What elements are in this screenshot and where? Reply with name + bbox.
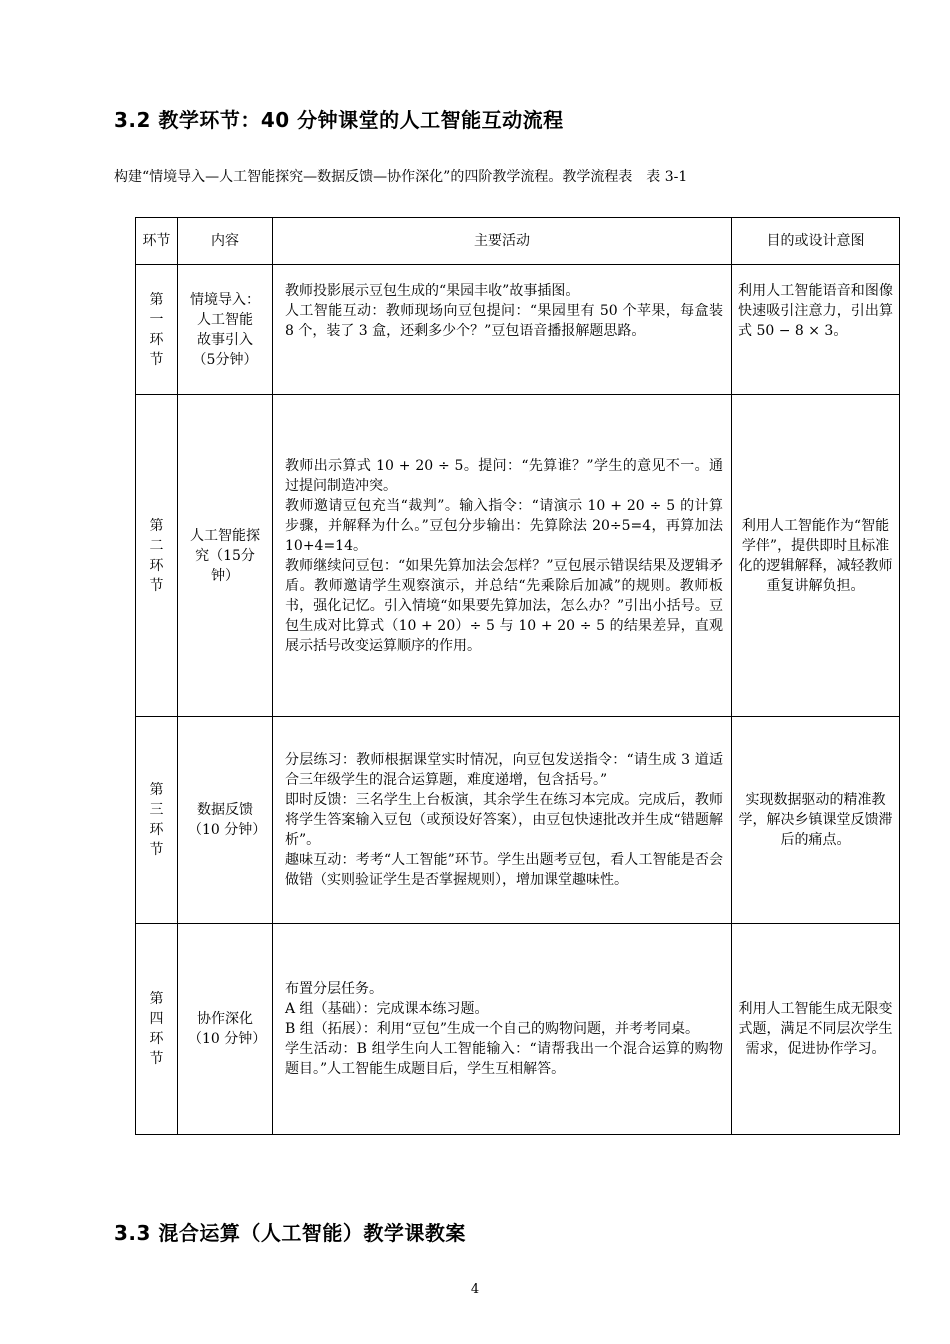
activity-line: B 组（拓展）：利用“豆包”生成一个自己的购物问题，并考考同桌。: [285, 1021, 700, 1037]
activities-cell: [273, 717, 732, 924]
activity-line: 教师继续问豆包：“如果先算加法会怎样？”豆包展示错误结果及逻辑矛盾。教师邀请学生观察演示，并总结“先乘除后加减”的规则。教师板书，强化记忆。引入情境“如果要先算加法，怎么办？”引出小括号。豆包生成对比算式（10 + 20）÷ 5 与 10 + 20 ÷ 5 的结果差异，直观展示括号改变运算顺序的作用。: [285, 557, 723, 654]
purpose-cell: 利用人工智能作为“智能学伴”，提供即时且标准化的逻辑解释，减轻教师重复讲解负担。: [732, 395, 900, 717]
activity-line: 趣味互动：考考“人工智能”环节。学生出题考豆包，看人工智能是否会做错（实则验证学生是否掌握规则），增加课堂趣味性。: [285, 852, 723, 888]
section-heading-3-3: 3.3 混合运算（人工智能）教学课教案: [114, 1221, 466, 1245]
activities-cell: [273, 924, 732, 1135]
content-cell: 数据反馈（10 分钟）: [178, 717, 273, 924]
content-cell: 情境导入：人工智能 故事引入（5分钟）: [178, 265, 273, 395]
activity-line: 人工智能互动：教师现场向豆包提问：“果园里有 50 个苹果，每盒装 8 个，装了 3 盒，还剩多少个？”豆包语音播报解题思路。: [285, 303, 723, 339]
header-stage: 环节: [136, 218, 178, 265]
header-purpose: 目的或设计意图: [732, 218, 900, 265]
activity-line: 教师投影展示豆包生成的“果园丰收”故事插图。: [285, 283, 580, 299]
table-row: [136, 265, 900, 395]
header-activities: 主要活动: [273, 218, 732, 265]
activity-line: 分层练习：教师根据课堂实时情况，向豆包发送指令：“请生成 3 道适合三年级学生的混合运算题，难度递增，包含括号。”: [285, 752, 723, 788]
content-cell: 人工智能探究（15分钟）: [178, 395, 273, 717]
header-content: 内容: [178, 218, 273, 265]
purpose-cell: 利用人工智能语音和图像快速吸引注意力，引出算式 50 − 8 × 3。: [732, 265, 900, 395]
table-row: [136, 924, 900, 1135]
table-header-row: [136, 218, 900, 265]
content-cell: 协作深化（10 分钟）: [178, 924, 273, 1135]
section-heading-3-2: 3.2 教学环节：40 分钟课堂的人工智能互动流程: [114, 108, 564, 132]
stage-cell: 第二环节: [136, 395, 178, 717]
stage-cell: 第一环节: [136, 265, 178, 395]
activity-line: 布置分层任务。: [285, 981, 383, 997]
table-row: [136, 717, 900, 924]
activity-line: A 组（基础）：完成课本练习题。: [285, 1001, 489, 1017]
page-number: 4: [470, 1282, 480, 1297]
purpose-cell: 实现数据驱动的精准教学，解决乡镇课堂反馈滞后的痛点。: [732, 717, 900, 924]
table-row: [136, 395, 900, 717]
teaching-flow-table: [135, 217, 900, 1135]
activity-line: 教师出示算式 10 + 20 ÷ 5。提问：“先算谁？”学生的意见不一。通过提问制造冲突。: [285, 457, 723, 494]
activity-line: 教师邀请豆包充当“裁判”。输入指令：“请演示 10 + 20 ÷ 5 的计算步骤，并解释为什么。”豆包分步输出：先算除法 20÷5=4，再算加法 10+4=14。: [285, 497, 723, 554]
intro-paragraph: 构建“情境导入—人工智能探究—数据反馈—协作深化”的四阶教学流程。教学流程表 表 3-1: [114, 169, 688, 185]
stage-cell: 第四环节: [136, 924, 178, 1135]
purpose-cell: 利用人工智能生成无限变式题，满足不同层次学生需求，促进协作学习。: [732, 924, 900, 1135]
activities-cell: [273, 395, 732, 717]
activity-line: 学生活动：B 组学生向人工智能输入：“请帮我出一个混合运算的购物题目。”人工智能生成题目后，学生互相解答。: [285, 1041, 723, 1077]
activities-cell: [273, 265, 732, 395]
stage-cell: 第三环节: [136, 717, 178, 924]
activity-line: 即时反馈：三名学生上台板演，其余学生在练习本完成。完成后，教师将学生答案输入豆包（或预设好答案），由豆包快速批改并生成“错题解析”。: [285, 792, 723, 848]
